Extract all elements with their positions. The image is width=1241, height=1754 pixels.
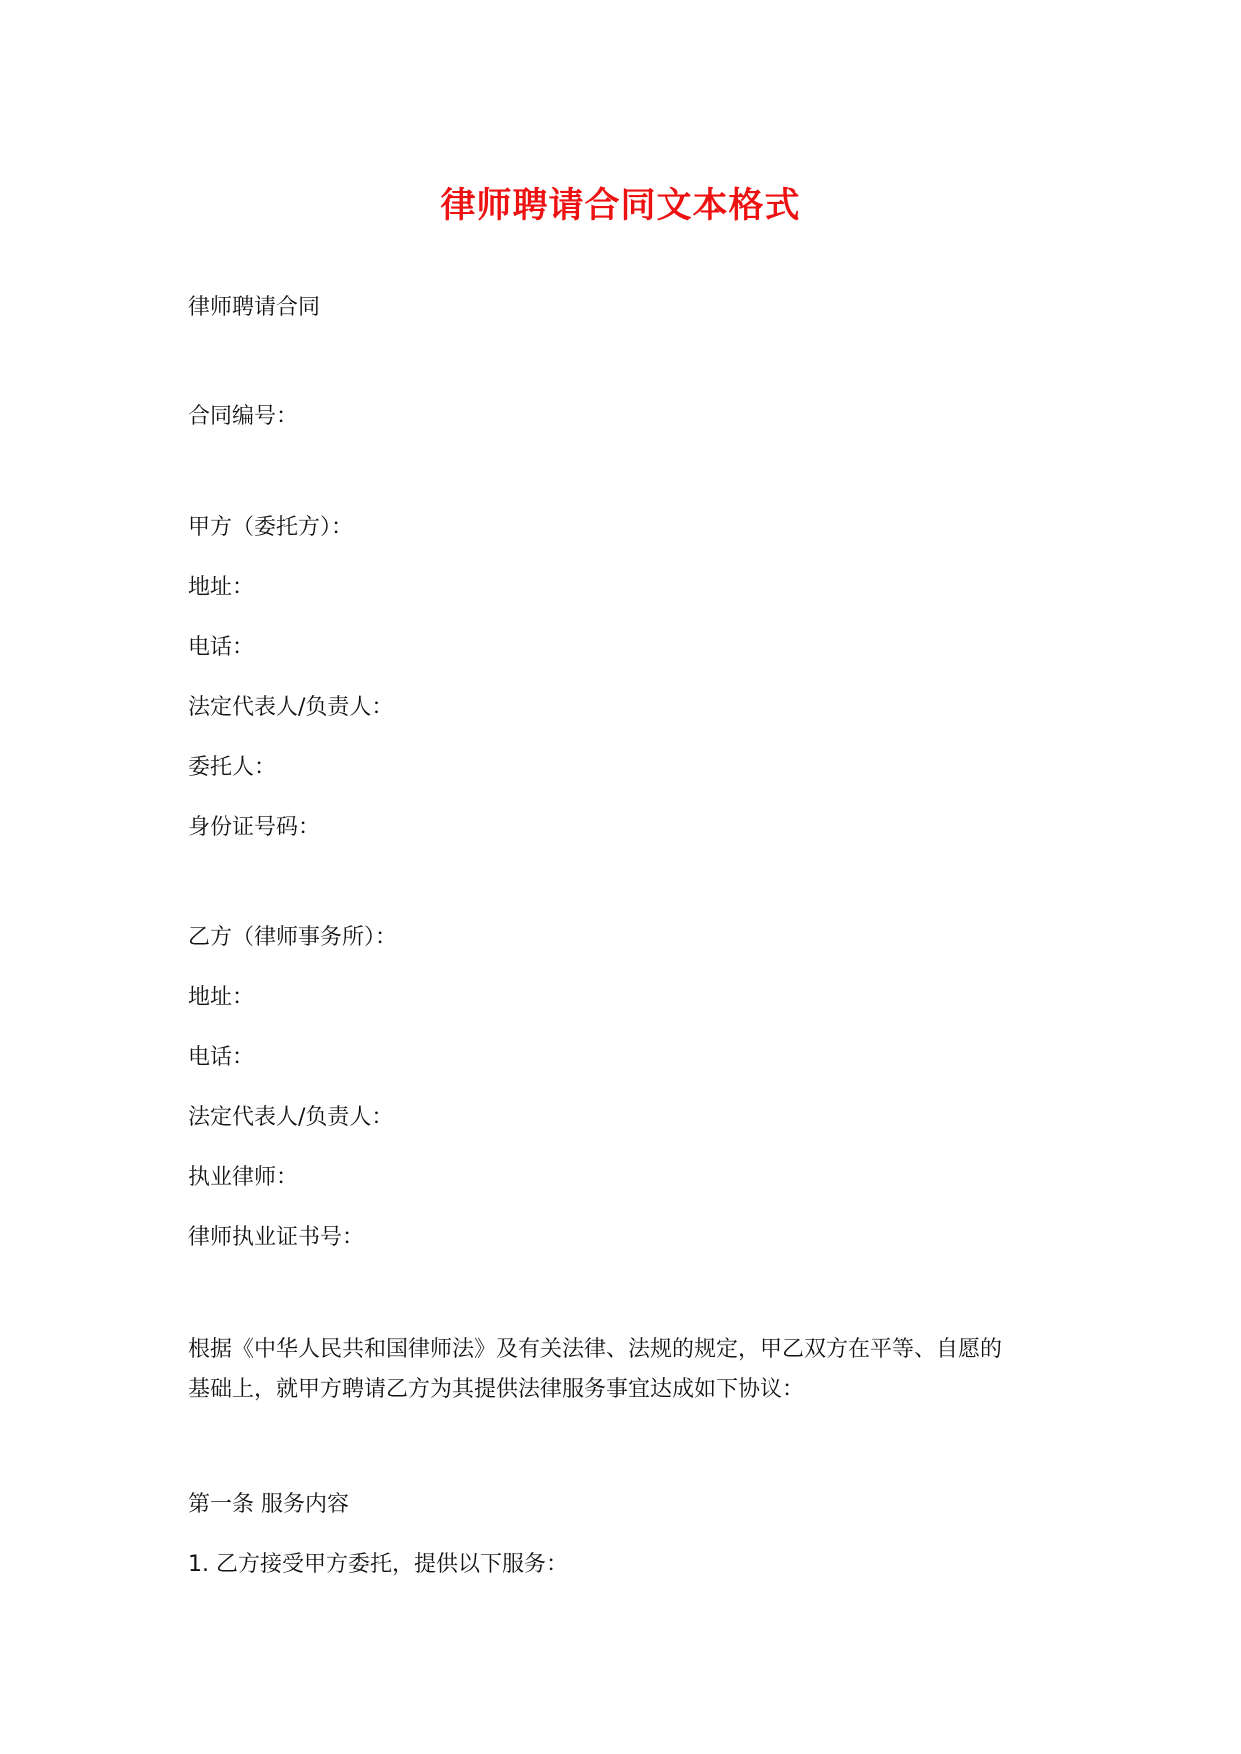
party-b-phone-label: 电话： — [188, 1045, 255, 1070]
party-a-id-number-label: 身份证号码： — [188, 815, 321, 840]
document-title: 律师聘请合同文本格式 — [440, 186, 801, 226]
contract-number-label: 合同编号： — [188, 404, 299, 429]
party-a-agent-label: 委托人： — [188, 755, 277, 780]
party-b-lawyer-label: 执业律师： — [188, 1165, 299, 1190]
party-b-header: 乙方（律师事务所）： — [188, 925, 398, 950]
preamble-line-2: 基础上，就甲方聘请乙方为其提供法律服务事宜达成如下协议： — [188, 1377, 805, 1402]
party-b-address-label: 地址： — [188, 985, 255, 1010]
party-a-address-label: 地址： — [188, 575, 255, 600]
article-1-title: 第一条 服务内容 — [188, 1492, 349, 1517]
party-a-legal-rep-label: 法定代表人/负责人： — [188, 695, 394, 720]
party-a-header: 甲方（委托方）： — [188, 515, 354, 540]
party-a-phone-label: 电话： — [188, 635, 255, 660]
preamble-line-1: 根据《中华人民共和国律师法》及有关法律、法规的规定，甲乙双方在平等、自愿的 — [188, 1337, 1003, 1362]
article-1-item-1: 1. 乙方接受甲方委托，提供以下服务： — [188, 1552, 568, 1577]
party-b-legal-rep-label: 法定代表人/负责人： — [188, 1105, 394, 1130]
contract-heading: 律师聘请合同 — [188, 295, 321, 320]
party-b-license-number-label: 律师执业证书号： — [188, 1225, 365, 1250]
